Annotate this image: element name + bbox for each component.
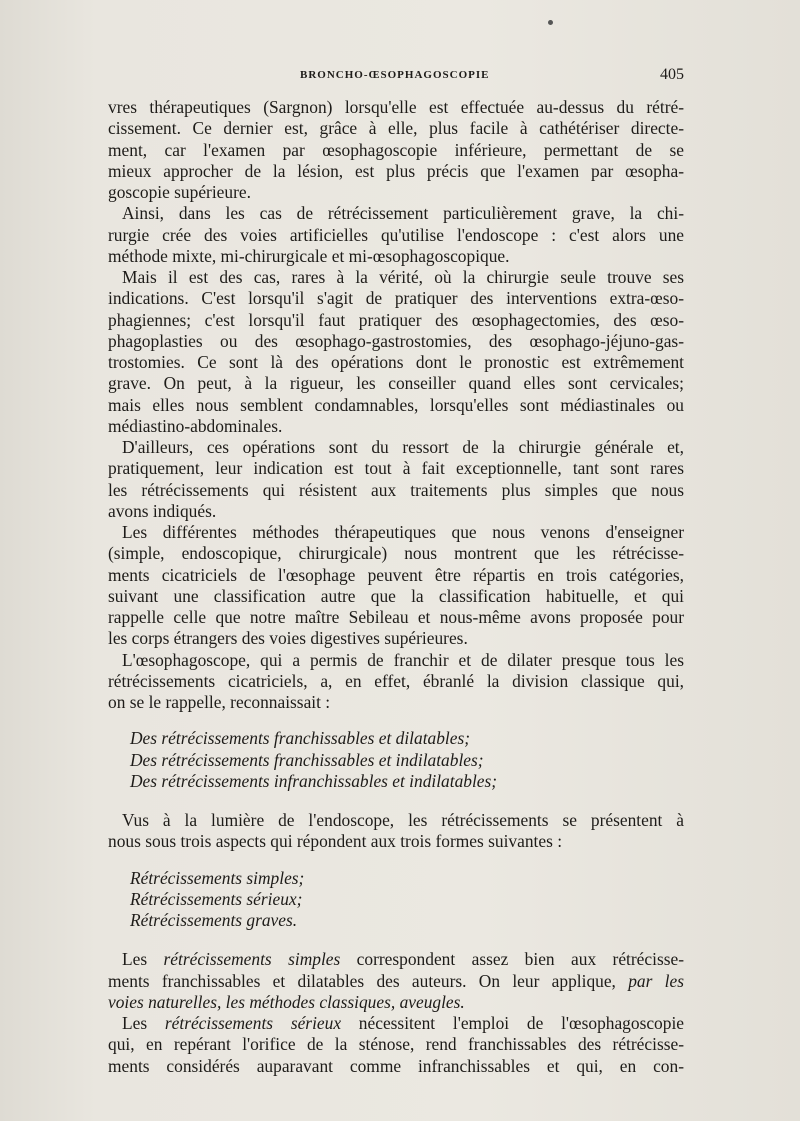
text-line: rappelle celle que notre maître Sebileau et nous-même avons proposée pour <box>108 607 684 627</box>
text-line <box>108 992 684 1013</box>
list-item: Rétrécissements graves. <box>130 910 298 930</box>
list-item: Rétrécissements simples; <box>130 867 305 888</box>
text-line: Les différentes méthodes thérapeutiques que nous venons d'enseigner <box>122 522 684 542</box>
text-line: ments cicatriciels de l'œsophage peuvent être répartis en trois catégories, <box>108 564 684 585</box>
text-line: on se le rappelle, reconnaissait : <box>108 692 331 712</box>
emphasis: voies naturelles, les méthodes classiques, aveugles. <box>108 991 465 1012</box>
text-line: Ainsi, dans les cas de rétrécissement particulièrement grave, la chi- <box>122 203 684 224</box>
text-line: indications. C'est lorsqu'il s'agit de pratiquer des interventions extra-œso- <box>108 288 684 309</box>
paragraph-3 <box>108 267 684 437</box>
text-line: suivant une classification autre que la classification habituelle, et qui <box>108 585 684 606</box>
text-line: mais elles nous semblent condamnables, lorsqu'elles sont médiastinales ou <box>108 394 684 415</box>
emphasis: par les <box>628 970 684 991</box>
page-number: 405 <box>660 66 684 83</box>
text-line: D'ailleurs, ces opérations sont du ressort de la chirurgie générale et, <box>122 437 684 457</box>
endoscopic-classification-list <box>108 868 684 932</box>
text-line: qui, en repérant l'orifice de la sténose, rend franchissables des rétrécisse- <box>108 1034 684 1055</box>
text-line: les corps étrangers des voies digestives supérieures. <box>108 628 468 649</box>
text-line: L'œsophagoscope, qui a permis de franchir et de dilater presque tous les <box>122 649 684 670</box>
text-line: avons indiqués. <box>108 500 217 521</box>
text-line: grave. On peut, à la rigueur, les conseiller quand elles sont cervicales; <box>108 373 684 394</box>
paragraph-5 <box>108 522 684 650</box>
ink-speck <box>548 20 553 25</box>
classic-classification-list <box>108 728 684 792</box>
text-line: ments franchissables et dilatables des auteurs. On leur applique, par les <box>108 970 684 991</box>
text-line: Les rétrécissements sérieux nécessitent l'emploi de l'œsophagoscopie <box>122 1013 684 1033</box>
paragraph-4 <box>108 437 684 522</box>
text-line: nous sous trois aspects qui répondent aux trois formes suivantes : <box>108 831 563 852</box>
list-item: Des rétrécissements infranchissables et indilatables; <box>130 770 498 791</box>
text-line: méthode mixte, mi-chirurgicale et mi-œsophagoscopique. <box>108 245 510 266</box>
text-line: phagoplasties ou des œsophago-gastrostomies, des œsophago-jéjuno-gas- <box>108 330 684 351</box>
emphasis: rétrécissements simples <box>163 949 341 970</box>
text-line: trostomies. Ce sont là des opérations dont le pronostic est extrêmement <box>108 352 684 372</box>
text-line: ments considérés auparavant comme infranchissables et qui, en con- <box>108 1055 684 1076</box>
text-line: goscopie supérieure. <box>108 182 251 202</box>
paragraph-7 <box>108 810 684 853</box>
text-line: ment, car l'examen par œsophagoscopie inférieure, permettant de se <box>108 139 684 160</box>
text-line: pratiquement, leur indication est tout à fait exceptionnelle, tant sont rares <box>108 458 684 479</box>
list-item: Des rétrécissements franchissables et indilatables; <box>130 749 484 770</box>
paragraph-6 <box>108 650 684 714</box>
page-body <box>108 97 684 1077</box>
text-line: (simple, endoscopique, chirurgicale) nous montrent que les rétrécisse- <box>108 543 684 564</box>
list-item: Rétrécissements sérieux; <box>130 888 303 909</box>
text-line: Les rétrécissements simples correspondent assez bien aux rétrécisse- <box>122 949 684 970</box>
text-line: Mais il est des cas, rares à la vérité, où la chirurgie seule trouve ses <box>122 267 684 287</box>
text-line: rétrécissements cicatriciels, a, en effet, ébranlé la division classique qui, <box>108 670 684 691</box>
page-header <box>108 66 684 86</box>
text-line: mieux approcher de la lésion, est plus précis que l'examen par œsopha- <box>108 160 684 181</box>
paragraph-9 <box>108 1013 684 1077</box>
text-line: vres thérapeutiques (Sargnon) lorsqu'elle est effectuée au-dessus du rétré- <box>108 97 684 117</box>
running-title: BRONCHO-ŒSOPHAGOSCOPIE <box>300 69 490 81</box>
paragraph-8 <box>108 949 684 1013</box>
text-line: phagiennes; c'est lorsqu'il faut pratiquer des œsophagectomies, des œso- <box>108 309 684 330</box>
text-line: médiastino-abdominales. <box>108 415 283 436</box>
text-line: rurgie crée des voies artificielles qu'utilise l'endoscope : c'est alors une <box>108 224 684 245</box>
text-line: les rétrécissements qui résistent aux traitements plus simples que nous <box>108 479 684 500</box>
paragraph-1 <box>108 97 684 203</box>
emphasis: rétrécissements sérieux <box>164 1013 342 1033</box>
paragraph-2 <box>108 203 684 267</box>
list-item: Des rétrécissements franchissables et dilatables; <box>130 728 471 749</box>
text-line: Vus à la lumière de l'endoscope, les rétrécissements se présentent à <box>122 810 684 830</box>
text-line: cissement. Ce dernier est, grâce à elle, plus facile à cathétériser directe- <box>108 118 684 139</box>
